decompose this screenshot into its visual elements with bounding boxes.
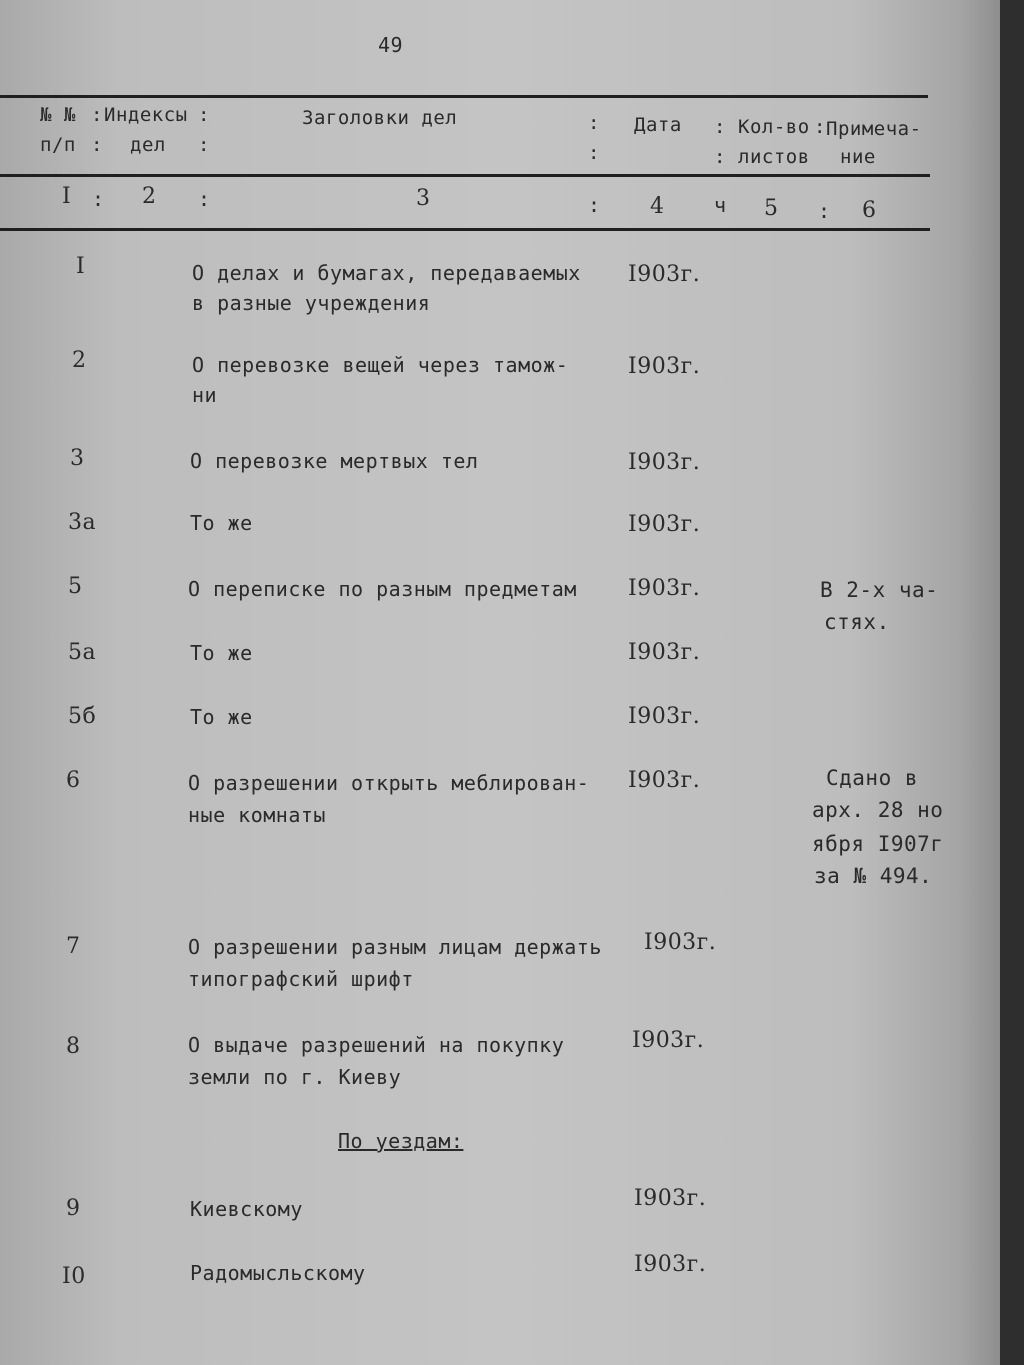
page-edge-shadow — [960, 0, 1000, 1365]
header-col1-line1: № № — [40, 104, 76, 126]
page-number: 49 — [378, 33, 404, 57]
header-sep: : — [714, 146, 726, 168]
row-number: 5 — [68, 574, 83, 599]
row-number: 5б — [68, 704, 97, 729]
row-title: О выдаче разрешений на покупку — [188, 1033, 565, 1057]
row-date: I903г. — [628, 354, 701, 379]
row-date: I903г. — [644, 930, 717, 955]
header-col5-line1: Кол-во — [738, 116, 810, 138]
row-date: I903г. — [628, 450, 701, 475]
row-number: 3а — [68, 510, 97, 535]
row-number: I — [76, 254, 86, 279]
column-number: 5 — [764, 196, 779, 221]
row-number: 2 — [72, 348, 87, 373]
column-number: 3 — [416, 186, 431, 211]
row-title: О разрешении разным лицам держать — [188, 935, 602, 959]
row-date: I903г. — [632, 1028, 705, 1053]
column-number-sep: ч — [714, 193, 727, 217]
row-note: В 2-х ча- — [820, 578, 939, 602]
row-date: I903г. — [634, 1252, 707, 1277]
column-number: 2 — [142, 184, 157, 209]
row-title: О делах и бумагах, передаваемых — [192, 261, 581, 285]
row-title: То же — [190, 511, 253, 535]
header-col1-line2: п/п — [40, 134, 76, 156]
row-date: I903г. — [634, 1186, 707, 1211]
header-top-rule — [0, 95, 928, 98]
header-col5-line2: листов — [738, 146, 810, 168]
row-title: типографский шрифт — [188, 967, 414, 991]
header-sep: : — [588, 112, 600, 134]
row-date: I903г. — [628, 576, 701, 601]
column-number: 4 — [650, 194, 665, 219]
header-sep: : — [91, 134, 103, 156]
row-note: Сдано в — [826, 766, 919, 790]
row-note: стях. — [824, 610, 890, 634]
row-title: То же — [190, 641, 253, 665]
header-col2-line1: Индексы — [104, 104, 188, 126]
header-sep: : — [198, 104, 210, 126]
header-col6-line1: Примеча- — [826, 118, 922, 140]
header-col6-line2: ние — [840, 146, 876, 168]
column-number-sep: : — [198, 187, 211, 211]
row-note: за № 494. — [814, 864, 933, 888]
row-date: I903г. — [628, 640, 701, 665]
column-number: I — [62, 184, 72, 209]
header-sep: : — [714, 116, 726, 138]
column-number-sep: : — [92, 187, 105, 211]
row-title: ные комнаты — [188, 803, 326, 827]
row-number: 3 — [70, 446, 85, 471]
header-col4: Дата — [634, 114, 682, 136]
row-title: Радомысльскому — [190, 1261, 366, 1285]
row-date: I903г. — [628, 704, 701, 729]
row-number: 8 — [66, 1034, 81, 1059]
header-sep: : — [814, 116, 826, 138]
row-number: 9 — [66, 1196, 81, 1221]
row-number: I0 — [62, 1264, 86, 1289]
column-number: 6 — [862, 198, 877, 223]
section-heading: По уездам: — [338, 1129, 464, 1153]
row-title: О переписке по разным предметам — [188, 577, 577, 601]
row-date: I903г. — [628, 262, 701, 287]
row-title: Киевскому — [190, 1197, 303, 1221]
header-col2-line2: дел — [130, 134, 166, 156]
row-title: земли по г. Киеву — [188, 1065, 402, 1089]
row-title: ни — [192, 383, 218, 407]
header-sep: : — [198, 134, 210, 156]
row-number: 6 — [66, 768, 81, 793]
row-title: в разные учреждения — [192, 291, 431, 315]
row-date: I903г. — [628, 768, 701, 793]
column-number-sep: : — [588, 193, 601, 217]
header-sep: : — [588, 142, 600, 164]
row-note: арх. 28 но — [812, 798, 944, 822]
row-number: 7 — [66, 934, 81, 959]
row-title: То же — [190, 705, 253, 729]
row-title: О перевозке вещей через тамож- — [192, 353, 569, 377]
row-note: ября I907г — [812, 832, 944, 856]
header-mid-rule — [0, 174, 930, 177]
row-number: 5а — [68, 640, 97, 665]
row-title: О перевозке мертвых тел — [190, 449, 479, 473]
header-col3: Заголовки дел — [302, 107, 458, 129]
row-title: О разрешении открыть меблирован- — [188, 771, 590, 795]
header-bottom-rule — [0, 228, 930, 231]
column-number-sep: : — [818, 199, 831, 223]
row-date: I903г. — [628, 512, 701, 537]
header-sep: : — [91, 104, 103, 126]
